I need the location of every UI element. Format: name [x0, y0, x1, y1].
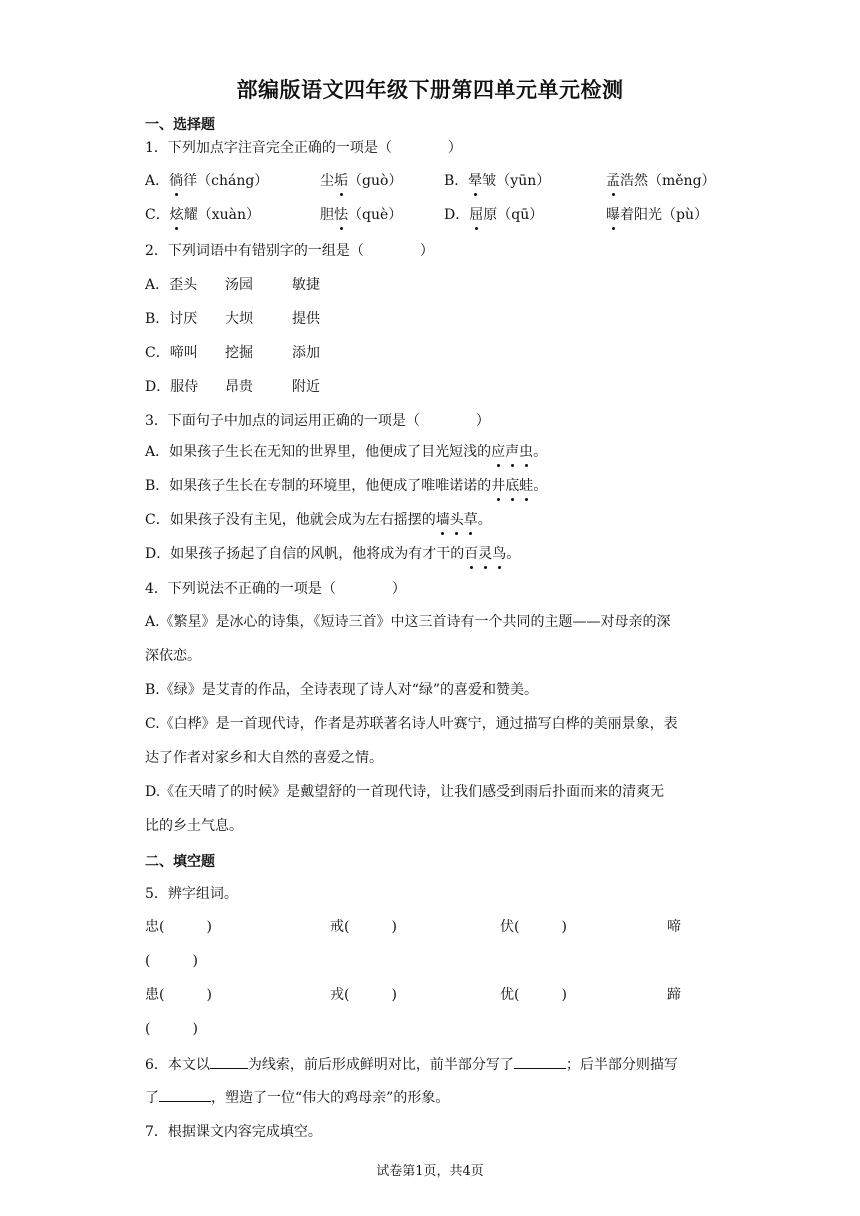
q2-option-a-word2: 汤园	[225, 277, 253, 293]
q6-blank-1	[210, 1054, 248, 1069]
q4-option-b: B.《绿》是艾青的作品，全诗表现了诗人对“绿”的喜爱和赞美。	[145, 682, 539, 698]
q2-option-b-word2: 大坝	[225, 311, 253, 327]
q2-option-b: B．讨厌	[145, 311, 198, 327]
q4-option-d-line1: D.《在天晴了的时候》是戴望舒的一首现代诗，让我们感受到雨后扑面而来的清爽无	[145, 784, 665, 800]
q2-option-b-word3: 提供	[292, 311, 320, 327]
question-2-stem: 2．下列词语中有错别字的一组是（ ）	[145, 243, 434, 259]
q2-option-d: D．服侍	[145, 379, 199, 395]
q1-option-d-2: 曝着阳光（pù）	[606, 207, 708, 223]
question-7-stem: 7．根据课文内容完成填空。	[145, 1124, 322, 1140]
question-6-line2: 了 ，塑造了一位“伟大的鸡母亲”的形象。	[145, 1087, 449, 1108]
question-1-stem: 1．下列加点字注音完全正确的一项是（ ）	[145, 140, 462, 156]
q5-word-8-blank: ( )	[145, 1021, 198, 1037]
q1-option-d-1: D．屈原（qū）	[444, 207, 544, 223]
q6-blank-2	[514, 1054, 566, 1069]
question-5-stem: 5．辨字组词。	[145, 886, 238, 902]
q2-option-c-word3: 添加	[292, 345, 320, 361]
q1-option-c-1: C．炫耀（xuàn）	[145, 207, 260, 223]
q1-option-b-2: 孟浩然（měng）	[606, 173, 716, 189]
q2-option-a-word3: 敏捷	[292, 277, 320, 293]
page-title: 部编版语文四年级下册第四单元单元检测	[236, 78, 624, 102]
q4-option-c-line1: C.《白桦》是一首现代诗，作者是苏联著名诗人叶赛宁，通过描写白桦的美丽景象，表	[145, 716, 678, 732]
q1-option-a-1: A．徜徉（cháng）	[145, 173, 269, 189]
q6-blank-3	[159, 1087, 211, 1102]
q5-word-1: 忠( )	[145, 919, 212, 935]
q5-word-8: 蹄	[667, 987, 681, 1003]
q3-option-d: D．如果孩子扬起了自信的风帆，他将成为有才干的百灵鸟。	[145, 546, 521, 562]
section-heading-choice: 一、选择题	[145, 117, 215, 133]
q3-option-c: C．如果孩子没有主见，他就会成为左右摇摆的墙头草。	[145, 512, 492, 528]
q3-option-b: B．如果孩子生长在专制的环境里，他便成了唯唯诺诺的井底蛙。	[145, 478, 548, 494]
q1-option-a-2: 尘垢（guò）	[320, 173, 403, 189]
q2-option-a: A．歪头	[145, 277, 198, 293]
q2-option-c: C．啼叫	[145, 345, 198, 361]
q4-option-c-line2: 达了作者对家乡和大自然的喜爱之情。	[145, 750, 383, 766]
q2-option-d-word2: 昂贵	[225, 379, 253, 395]
q2-option-d-word3: 附近	[292, 379, 320, 395]
q5-word-4: 啼	[667, 919, 681, 935]
q5-word-4-blank: ( )	[145, 953, 198, 969]
question-6-line1: 6．本文以 为线索，前后形成鲜明对比，前半部分写了 ；后半部分则描写	[145, 1054, 678, 1075]
q5-word-5: 患( )	[145, 987, 212, 1003]
q2-option-c-word2: 挖掘	[225, 345, 253, 361]
q1-option-c-2: 胆怯（què）	[320, 207, 403, 223]
q5-word-6: 戎( )	[330, 987, 397, 1003]
q5-word-3: 伏( )	[500, 919, 567, 935]
question-4-stem: 4．下列说法不正确的一项是（ ）	[145, 581, 406, 597]
q1-option-b-1: B．晕皱（yūn）	[444, 173, 551, 189]
q4-option-d-line2: 比的乡土气息。	[145, 818, 243, 834]
q5-word-7: 优( )	[500, 987, 567, 1003]
question-3-stem: 3．下面句子中加点的词运用正确的一项是（ ）	[145, 413, 490, 429]
q5-word-2: 戒( )	[330, 919, 397, 935]
page-footer: 试卷第1页，共4页	[376, 1164, 484, 1179]
q3-option-a: A．如果孩子生长在无知的世界里，他便成了目光短浅的应声虫。	[145, 444, 548, 460]
q4-option-a-line2: 深依恋。	[145, 648, 201, 664]
q4-option-a-line1: A.《繁星》是冰心的诗集，《短诗三首》中这三首诗有一个共同的主题——对母亲的深	[145, 614, 671, 630]
section-heading-fill: 二、填空题	[145, 854, 215, 870]
